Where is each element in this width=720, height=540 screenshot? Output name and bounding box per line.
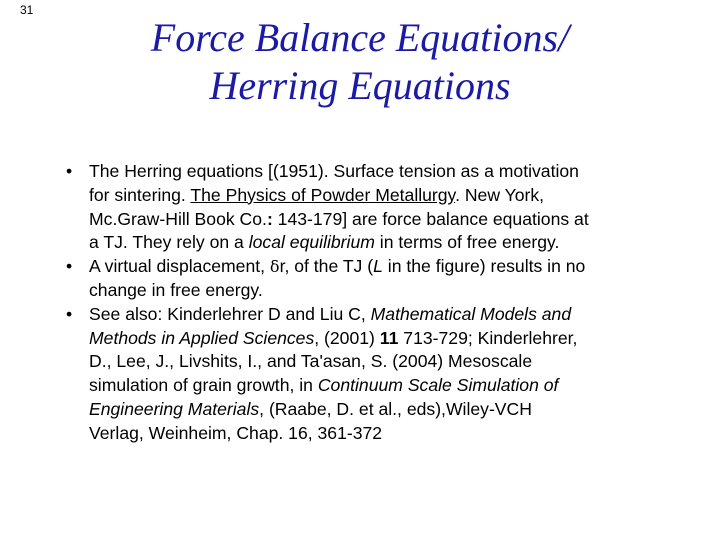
bullet-line [89,422,670,446]
text-run: simulation of grain growth, in [89,375,318,396]
bullet-marker: • [66,256,73,277]
text-run: Engineering Materials [89,398,260,419]
text-run: , (Raabe, D. et al., eds),Wiley-VCH [259,398,532,419]
text-run: , (2001) [314,327,380,348]
text-run: 143-179] are force balance equations at [272,208,589,229]
text-run: The Herring equations [(1951). Surface tension as a motivation [89,161,579,181]
text-run: Verlag, Weinheim, Chap. 16, 361-372 [89,422,383,443]
title-line-1: Force Balance Equations/ [150,15,570,60]
text-run: in terms of free energy. [374,232,560,253]
bullet-marker: • [66,161,73,181]
bullet-line [89,398,670,422]
bullet-line [89,303,670,327]
bullet-line [89,327,670,351]
bullet-line [89,208,670,232]
text-run: change in free energy. [89,279,263,300]
text-run: a TJ. They rely on a [89,232,249,253]
slide-number: 31 [20,3,34,17]
bullet-item [60,160,670,255]
bullet-item [60,255,670,303]
text-run: D., Lee, J., Livshits, I., and Ta'asan, S. (2004) Mesoscale [89,351,533,372]
text-run: local equilibrium [248,232,375,253]
text-run: Mathematical Models and [370,303,572,324]
bullet-line [89,184,670,208]
bullet-item [60,303,670,446]
text-run: See also: Kinderlehrer D and Liu C, [89,303,371,324]
bullet-line [89,374,670,398]
slide-title [60,14,660,110]
text-run: Mc.Graw-Hill Book Co. [89,208,267,229]
text-run: for sintering. [89,184,191,205]
text-run: r, of the TJ ( [279,256,374,277]
text-run: 713-729; Kinderlehrer, [398,327,578,348]
text-run: 11 [379,327,399,348]
text-run: Methods in Applied Sciences [89,327,315,348]
title-line-2: Herring Equations [209,63,511,108]
text-run: A virtual displacement, [89,256,270,277]
bullet-line [89,255,670,279]
bullet-line [89,279,670,303]
text-run: in the figure) results in no [382,256,586,277]
bullet-line [89,350,670,374]
text-run: The Physics of Powder Metallurgy [190,184,456,205]
text-run: : [266,208,273,229]
bullet-list [60,160,670,446]
bullet-line [89,231,670,255]
text-run: . New York, [455,184,545,205]
text-run: δ [269,257,280,277]
text-run: L [373,256,383,277]
text-run: Continuum Scale Simulation of [317,375,559,396]
bullet-marker: • [66,303,73,324]
bullet-line [89,160,670,184]
